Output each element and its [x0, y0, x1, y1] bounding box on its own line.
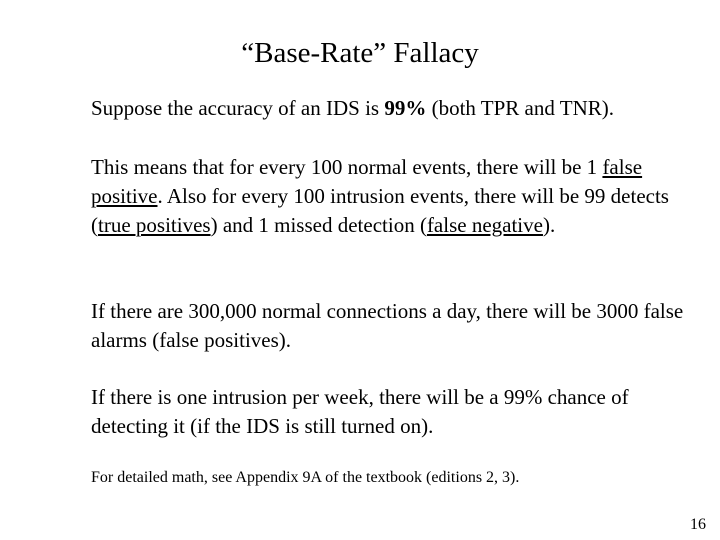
accuracy-paragraph	[91, 94, 691, 123]
true-positives-term: true positives	[98, 213, 211, 237]
page-number: 16	[690, 516, 706, 533]
accuracy-text: Suppose the accuracy of an IDS is	[91, 96, 385, 120]
rates-text-3: ) and 1 missed detection (	[210, 213, 427, 237]
rates-paragraph	[91, 153, 691, 240]
accuracy-value: 99%	[384, 96, 427, 120]
false-negative-term: false negative	[426, 213, 543, 237]
false-alarms-paragraph: If there are 300,000 normal connections a day, there will be 3000 false alarms (false positives).	[91, 299, 684, 352]
reference-note: For detailed math, see Appendix 9A of the textbook (editions 2, 3).	[91, 469, 520, 486]
false-positive-term: false positive	[91, 155, 643, 208]
rates-text-2: . Also for every 100 intrusion events, there will be 99 detects (	[91, 184, 669, 237]
detection-chance-paragraph: If there is one intrusion per week, there will be a 99% chance of detecting it (if the IDS is still turned on).	[91, 385, 629, 438]
rates-text-4: ).	[542, 213, 556, 237]
rates-text-1: This means that for every 100 normal events, there will be 1	[91, 155, 603, 179]
accuracy-suffix: (both TPR and TNR).	[426, 96, 614, 120]
slide-title: “Base-Rate” Fallacy	[241, 37, 479, 69]
